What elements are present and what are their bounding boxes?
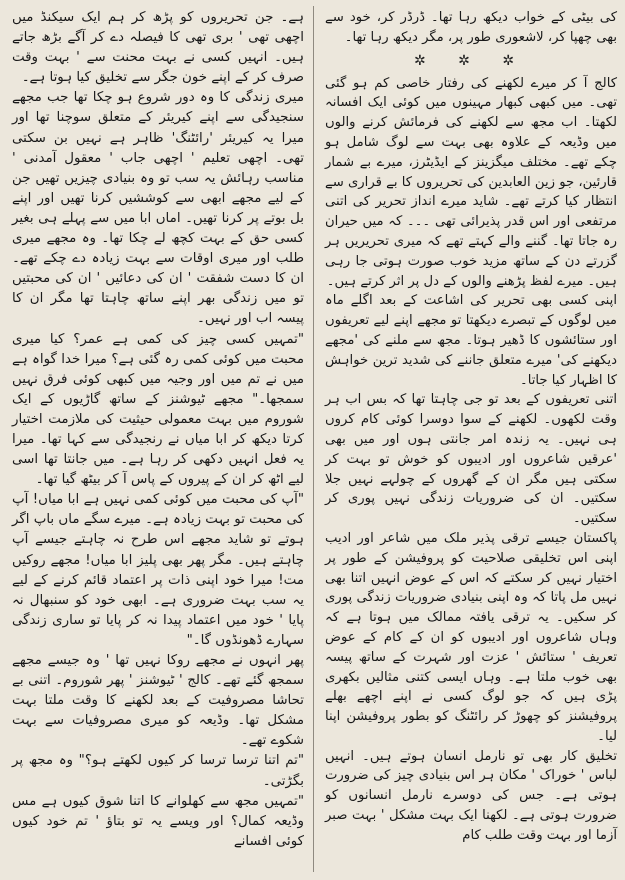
column-divider xyxy=(313,6,314,872)
paragraph: "آپ کی محبت میں کوئی کمی نہیں ہے ابا میاں! آپ کی محبت تو بہت زیادہ ہے۔ میرے سگے ماں باپ اگر ہوتے تو شاید مجھے اس طرح نہ چاہتے جیسے آپ چاہتے ہیں۔ مگر پھر بھی پلیز ابا میاں! مجھے روکیں مت! میرا خود اپنی ذات پر اعتماد قائم کرنے کے لیے یہ سب بہت ضروری ہے۔ ابھی خود کو سنبھال نہ پایا ' خود میں اعتماد پیدا نہ کر پایا تو ساری زندگی سہارے ڈھونڈوں گا۔" xyxy=(12,492,304,648)
paragraph: پاکستان جیسے ترقی پذیر ملک میں شاعر اور ادیب اپنی اس تخلیقی صلاحیت کو پروفیشن کے طور پر اختیار نہیں کر سکتے کہ اس کے عوض انہیں اتنا بھی نہیں مل پاتا کہ وہ اپنی بنیادی ضروریات زندگی پوری کر سکیں۔ یہ ترقی یافتہ ممالک میں ہوتا ہے کہ وہاں شاعروں اور ادیبوں کو ان کے کام کے عوض تعریف ' ستائش ' عزت اور شہرت کے ساتھ پیسہ بھی خوب ملتا ہے۔ وہاں ایسی کتنی مثالیں بکھری پڑی ہیں کہ جو لوگ کسی نے اپنے اچھے بھلے پروفیشنز کو چھوڑ کر رائٹنگ کو بطور پروفیشن اپنا لیا۔ xyxy=(325,530,617,744)
paragraph: میری زندگی کا وہ دور شروع ہو چکا تھا جب مجھے سنجیدگی سے اپنے کیریئر کے متعلق سوچنا تھا اور میرا یہ کیریئر 'رائٹنگ' ظاہر ہے نہیں بن سکتی تھی۔ اچھی تعلیم ' اچھی جاب ' معقول آمدنی ' مناسب رہائش یہ سب تو وہ بنیادی چیزیں تھیں جن کے لیے مجھے ابھی سے کوششیں کرنا تھیں اور اپنے بل بوتے پر کرنا تھیں۔ اماں ابا میں سے پہلے ہی بغیر کسی حق کے بہت کچھ لے چکا تھا۔ وہ مجھے میری طلب اور میری اوقات سے بہت زیادہ دے چکے تھے۔ ان کا دست شفقت ' ان کی دعائیں ' ان کی محبتیں تو میں زندگی بھر اپنے ساتھ چاہتا تھا مگر ان کا پیسہ اب اور نہیں۔ xyxy=(12,90,304,327)
right-column-opening-text: کی بیٹی کے خواب دیکھ رہا تھا۔ ڈرڈر کر، خود سے بھی چھپا کر، لاشعوری طور پر، مگر دیکھ رہا تھا۔ xyxy=(325,10,617,45)
paragraph: ہے۔ جن تحریروں کو پڑھ کر ہم ایک سیکنڈ میں اچھی تھی ' بری تھی کا فیصلہ دے کر آگے بڑھ جاتے ہیں۔ انہیں کسی نے بہت محنت سے ' بہت وقت صرف کر کے اپنے خون جگر سے تخلیق کیا ہوتا ہے۔ xyxy=(12,10,304,86)
paragraph: اتنی تعریفوں کے بعد تو جی چاہتا تھا کہ بس اب ہر وقت لکھوں۔ لکھنے کے سوا دوسرا کوئی کام کروں ہی نہیں۔ یہ زندہ امر جانتی ہوں اور میں بھی 'عرقیں شاعروں اور ادیبوں کو خوش تو بہت کر سکتی ہیں مگر ان کے گھروں کے چولہے نہیں جلا سکتیں۔ ان کی ضروریات زندگی نہیں پوری کر سکتیں۔ xyxy=(325,392,617,527)
right-column xyxy=(325,8,617,846)
paragraph: "تمہیں کسی چیز کی کمی ہے عمر؟ کیا میری محبت میں کوئی کمی رہ گئی ہے؟ میرا خدا گواہ ہے میں نے تم میں اور وجیہ میں کبھی کوئی فرق نہیں سمجھا۔" مجھے ٹیوشنز کے ساتھ گاڑیوں کے ایک شوروم میں بہت معمولی حیثیت کی ملازمت اختیار کرتا دیکھ کر ابا میاں نے رنجیدگی سے کہا تھا۔ میرا یہ فعل انہیں دکھی کر رہا ہے۔ میں جانتا تھا اسی لیے اٹھ کر ان کے پیروں کے پاس آ کر بیٹھ گیا تھا۔ xyxy=(12,331,304,488)
left-column xyxy=(12,8,304,852)
paragraph: کالج آ کر میرے لکھنے کی رفتار خاصی کم ہو گئی تھی۔ میں کبھی کبھار مہینوں میں کوئی ایک افسانہ لکھتا۔ اب مجھ سے لکھنے کی فرمائش کرنے والوں میں وڈیعہ کے علاوہ بھی بہت سے لوگ شامل ہو چکے تھے۔ مختلف میگزینز کے ایڈیٹرز، میرے بے شمار قارئین، جو زین العابدین کی تحریروں کا بے قراری سے انتظار کیا کرتے تھے۔ شاید میرے انداز تحریر کی اتنی مرتفعی اور اس قدر پذیرائی تھی ۔۔۔ کہ میں حیران رہ جاتا تھا۔ گننے والے کہتے تھے کہ میری تحریریں ہر گزرتے دن کے ساتھ مزید خوب صورت ہوتی جا رہی ہیں۔ میرے لفظ پڑھنے والوں کے دل پر اثر کرتے ہیں۔ xyxy=(325,75,617,289)
paragraph: اپنی کسی بھی تحریر کی اشاعت کے بعد اگلے ماہ میں لوگوں کے تبصرے دیکھتا تو مجھے اپنے لیے تعریفوں اور ستائشوں کا ڈھیر ہوتا۔ مجھ سے ملنے کی 'مجھے دیکھنے کی' میرے متعلق جاننے کی شدید ترین خواہش کا اظہار کیا جاتا۔ xyxy=(325,293,617,388)
section-break-ornament: ✲ ✲ ✲ xyxy=(413,52,529,69)
paragraph: تخلیق کار بھی تو نارمل انسان ہوتے ہیں۔ انہیں لباس ' خوراک ' مکان ہر اس بنیادی چیز کی ضرورت ہوتی ہے۔ جس کی دوسرے نارمل انسانوں کو ضرورت ہوتی ہے۔ لکھنا ایک بہت مشکل ' بہت صبر آزما اور بہت وقت طلب کام xyxy=(325,748,617,843)
paragraph: "تمہیں مجھ سے کھلوانے کا اتنا شوق کیوں ہے مس وڈیعہ کمال؟ اور ویسے یہ تو بتاؤ ' تم خود کیوں کوئی افسانے xyxy=(12,793,304,849)
paragraph: "تم اتنا ترسا ترسا کر کیوں لکھتے ہو؟" وہ مجھ پر بگڑتی۔ xyxy=(12,753,304,789)
paragraph: پھر انہوں نے مجھے روکا نہیں تھا ' وہ جیسے مجھے سمجھ گئے تھے۔ کالج ' ٹیوشنز ' پھر شوروم۔ اتنی بے تحاشا مصروفیت کے بعد لکھنے کا وقت ملتا بہت مشکل تھا۔ وڈیعہ کو میری مصروفیات سے بہت شکوے تھے۔ xyxy=(12,653,304,749)
